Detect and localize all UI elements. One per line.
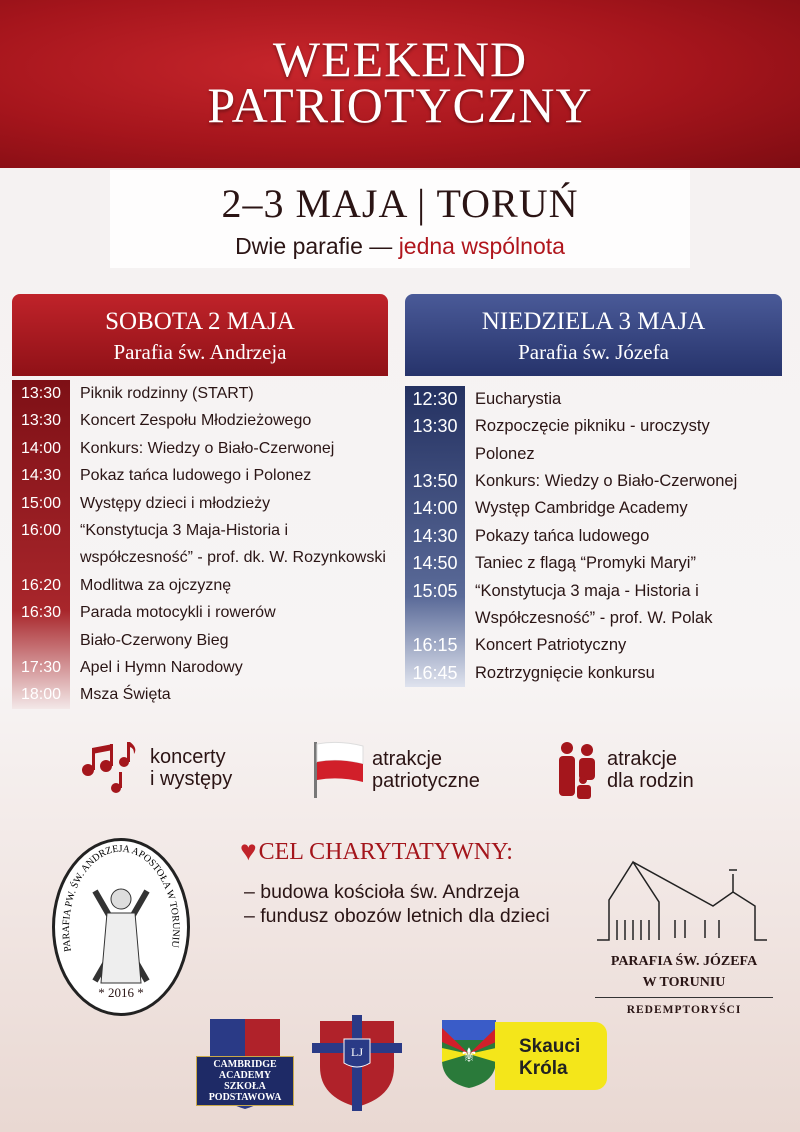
schedule-row (12, 654, 400, 681)
subtitle (110, 233, 690, 260)
schedule-row (405, 495, 795, 522)
title-line1: WEEKEND (272, 31, 528, 87)
event-line: Rozpoczęcie pikniku - uroczysty (475, 417, 710, 436)
event-line: Modlitwa za ojczyznę (80, 576, 232, 594)
event-line: Koncert Zespołu Młodzieżowego (80, 412, 312, 430)
event-title (465, 632, 626, 659)
schedule-row (12, 435, 400, 462)
event-title (465, 413, 710, 468)
event-title (70, 517, 386, 572)
feature-label: patriotyczne (372, 770, 480, 792)
event-date: 2–3 MAJA | TORUŃ (221, 181, 579, 226)
event-title (70, 572, 231, 599)
church-icon (595, 860, 773, 944)
event-time: 13:30 (20, 385, 62, 402)
event-time: 15:00 (20, 494, 62, 512)
event-title (465, 468, 737, 495)
event-title (70, 681, 171, 708)
andrzej-parish-seal-logo (52, 838, 190, 1016)
event-time: 14:00 (412, 498, 458, 519)
schedule-row (405, 660, 795, 687)
event-line: Taniec z flagą “Promyki Maryi” (475, 554, 696, 573)
sunday-header (405, 294, 782, 376)
event-line: Apel i Hymn Narodowy (80, 659, 243, 677)
music-notes-icon (80, 740, 144, 796)
event-time: 16:30 (20, 604, 62, 622)
seal-year: * 2016 * (98, 985, 144, 1000)
schedule-row (405, 632, 795, 659)
saturday-header (12, 294, 388, 376)
cambridge-text: CAMBRIDGE ACADEMY SZKOŁA PODSTAWOWA (196, 1056, 294, 1106)
skauci-text: Króla (519, 1058, 568, 1079)
event-time: 14:30 (20, 467, 62, 485)
schedule-row (405, 550, 795, 577)
heart-icon: ♥ (240, 836, 257, 867)
event-line: Roztrzygnięcie konkursu (475, 663, 655, 682)
schedule-row (12, 380, 400, 407)
event-title (465, 578, 713, 633)
sunday-day: NIEDZIELA 3 MAJA (481, 308, 706, 335)
jozef-name: PARAFIA ŚW. JÓZEFA (610, 954, 758, 969)
event-line: Konkurs: Wiedzy o Biało-Czerwonej (80, 439, 335, 457)
feature-label: koncerty (150, 746, 226, 768)
event-time: 16:45 (412, 662, 458, 683)
event-line: Występy dzieci i młodzieży (80, 494, 271, 512)
header-banner (0, 0, 800, 168)
skauci-text: Skauci (519, 1036, 581, 1057)
subtitle-a: Dwie parafie — (235, 233, 393, 259)
saturday-day: SOBOTA 2 MAJA (105, 308, 295, 335)
sunday-parish: Parafia św. Józefa (518, 340, 669, 364)
event-title (465, 660, 655, 687)
event-time: 13:30 (20, 412, 62, 430)
event-line: “Konstytucja 3 maja - Historia i (475, 581, 699, 600)
event-time: 12:30 (412, 389, 458, 409)
event-title (70, 599, 276, 654)
jozef-parish-logo (595, 860, 773, 1016)
event-line: Koncert Patriotyczny (475, 636, 627, 655)
schedule-row (12, 572, 400, 599)
event-line: Występ Cambridge Academy (475, 499, 688, 518)
schedule-row (12, 517, 400, 572)
event-title (465, 495, 688, 522)
seal-text: PARAFIA PW. ŚW. ANDRZEJA APOSTOŁA W TORUNIU (60, 843, 182, 953)
event-time: 16:20 (20, 576, 62, 594)
charity-item: – fundusz obozów letnich dla dzieci (244, 905, 550, 927)
saturday-schedule (12, 380, 400, 709)
event-time: 16:15 (412, 635, 458, 656)
event-title (70, 435, 334, 462)
feature-label: atrakcje (372, 748, 443, 770)
event-line: Konkurs: Wiedzy o Biało-Czerwonej (475, 472, 738, 490)
polish-flag-icon (310, 740, 366, 800)
event-line: Polonez (475, 444, 535, 463)
jozef-order: REDEMPTORYŚCI (626, 1004, 742, 1016)
event-line: Msza Święta (80, 686, 171, 704)
schedule-row (12, 490, 400, 517)
event-title (70, 380, 254, 407)
date-box (110, 170, 690, 268)
sunday-schedule (405, 386, 795, 687)
schedule-row (405, 468, 795, 495)
event-line: Pokaz tańca ludowego i Polonez (80, 467, 312, 485)
feature-concerts (80, 740, 232, 796)
event-title (70, 490, 270, 517)
event-time: 15:05 (412, 580, 458, 601)
event-time: 13:30 (412, 416, 458, 437)
feature-label: dla rodzin (607, 770, 694, 792)
feature-family (555, 740, 694, 800)
event-line: Biało-Czerwony Bieg (80, 631, 229, 649)
schedule-row (12, 462, 400, 489)
schedule-row (405, 386, 795, 413)
event-time: 13:50 (412, 471, 458, 491)
lj-text: LJ (351, 1045, 363, 1059)
skauci-krola-text-logo (495, 1022, 607, 1090)
schedule-row (405, 413, 795, 468)
event-title (465, 550, 696, 577)
event-line: Parada motocykli i rowerów (80, 604, 276, 622)
lj-school-logo (312, 1013, 402, 1113)
event-title (70, 654, 243, 681)
event-time: 16:00 (20, 522, 62, 540)
svg-text:⚜: ⚜ (460, 1045, 478, 1067)
event-line: Eucharystia (475, 390, 562, 408)
feature-label: atrakcje (607, 748, 678, 770)
family-icon (555, 740, 601, 800)
event-time: 14:30 (412, 525, 458, 546)
feature-label: i występy (150, 768, 233, 790)
event-title (70, 462, 311, 489)
charity-title: CEL CHARYTATYWNY: (258, 838, 513, 865)
event-line: Piknik rodzinny (START) (80, 385, 254, 402)
event-title (465, 386, 561, 413)
schedule-row (405, 578, 795, 633)
saturday-parish: Parafia św. Andrzeja (113, 340, 287, 364)
event-title (70, 407, 311, 434)
divider (595, 997, 773, 998)
schedule-row (12, 407, 400, 434)
jozef-city: W TORUNIU (642, 975, 726, 990)
subtitle-b: jedna wspólnota (398, 233, 565, 259)
feature-patriotic (310, 740, 480, 800)
schedule-row (12, 681, 400, 708)
event-time: 14:50 (412, 553, 458, 574)
event-line: Pokazy tańca ludowego (475, 526, 650, 545)
event-time: 14:00 (20, 439, 62, 457)
event-line: Współczesność” - prof. W. Polak (475, 608, 713, 627)
skauci-krola-shield-logo (440, 1018, 498, 1090)
title-line2: PATRIOTYCZNY (207, 77, 593, 133)
schedule-row (12, 599, 400, 654)
event-time: 18:00 (20, 686, 62, 704)
event-time: 17:30 (20, 659, 62, 677)
event-line: współczesność” - prof. dk. W. Rozynkowski (80, 549, 386, 567)
charity-section (240, 836, 580, 928)
schedule-row (405, 523, 795, 550)
charity-item: – budowa kościoła św. Andrzeja (244, 881, 520, 903)
event-title (465, 523, 649, 550)
event-line: “Konstytucja 3 Maja-Historia i (80, 522, 289, 540)
